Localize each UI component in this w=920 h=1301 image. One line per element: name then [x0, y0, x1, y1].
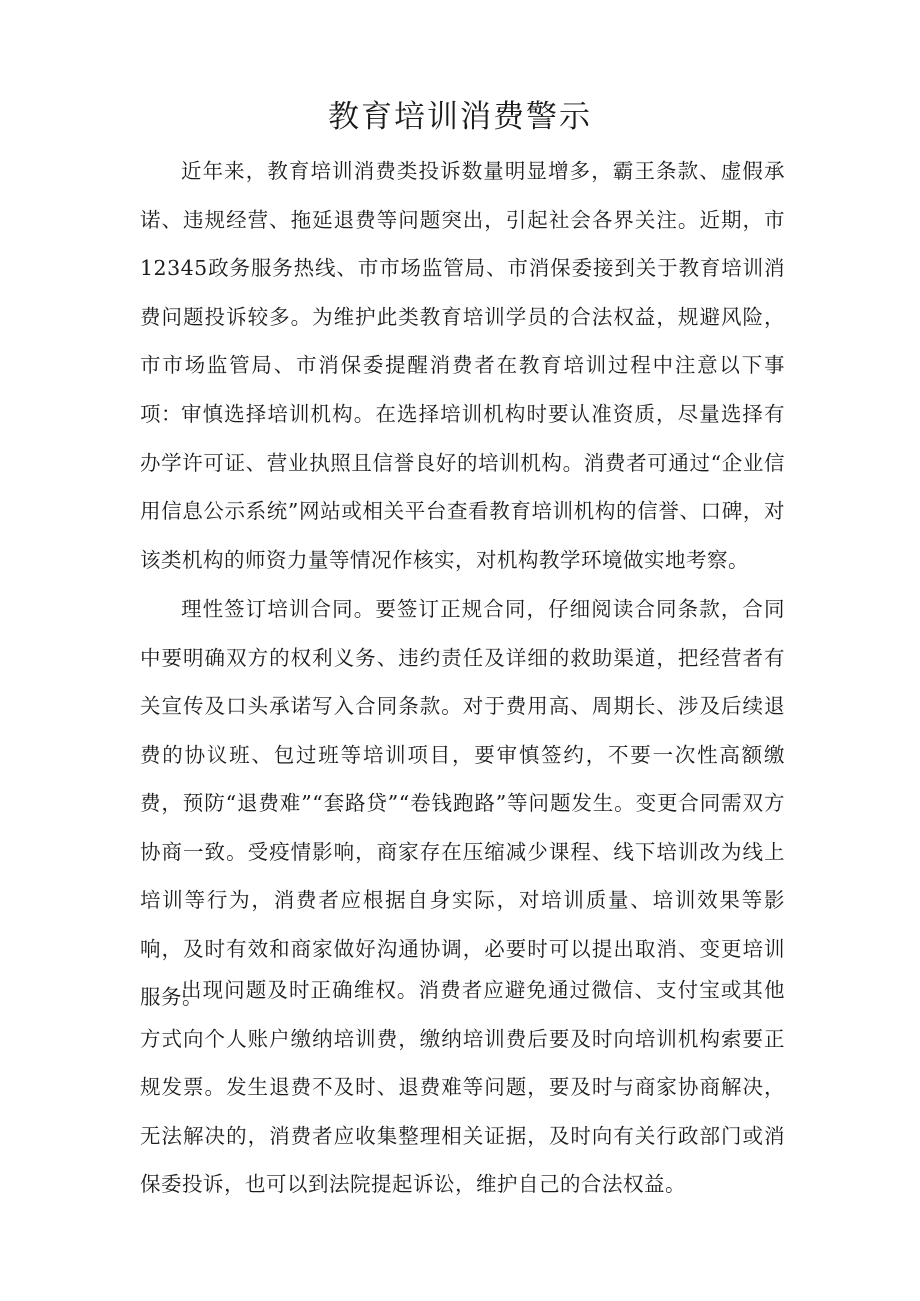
paragraph-rights-protection: 出现问题及时正确维权。消费者应避免通过微信、支付宝或其他方式向个人账户缴纳培训费，缴纳培训费后要及时向培训机构索要正规发票。发生退费不及时、退费难等问题，要及时与商家协商解决，无法解决的，消费者应收集整理相关证据，及时向有关行政部门或消保委投诉，也可以到法院提起诉讼，维护自己的合法权益。: [140, 978, 785, 1196]
paragraph-sign-contract: 理性签订培训合同。要签订正规合同，仔细阅读合同条款，合同中要明确双方的权利义务、违约责任及详细的救助渠道，把经营者有关宣传及口头承诺写入合同条款。对于费用高、周期长、涉及后续退费的协议班、包过班等培训项目，要审慎签约，不要一次性高额缴费，预防“退费难”“套路贷”“卷钱跑路”等问题发生。变更合同需双方协商一致。受疫情影响，商家存在压缩减少课程、线下培训改为线上培训等行为，消费者应根据自身实际，对培训质量、培训效果等影响，及时有效和商家做好沟通协调，必要时可以提出取消、变更培训服务。: [140, 597, 785, 1009]
document-title: 教育培训消费警示: [328, 99, 592, 135]
paragraph-choose-institution: 审慎选择培训机构。在选择培训机构时要认准资质，尽量选择有办学许可证、营业执照且信誉良好的培训机构。消费者可通过“企业信用信息公示系统”网站或相关平台查看教育培训机构的信誉、口碑，对该类机构的师资力量等情况作核实，对机构教学环境做实地考察。: [140, 402, 785, 572]
paragraph-intro: 近年来，教育培训消费类投诉数量明显增多，霸王条款、虚假承诺、违规经营、拖延退费等问题突出，引起社会各界关注。近期，市12345政务服务热线、市市场监管局、市消保委接到关于教育培训消费问题投诉较多。为维护此类教育培训学员的合法权益，规避风险，市市场监管局、市消保委提醒消费者在教育培训过程中注意以下事项：: [140, 159, 785, 426]
